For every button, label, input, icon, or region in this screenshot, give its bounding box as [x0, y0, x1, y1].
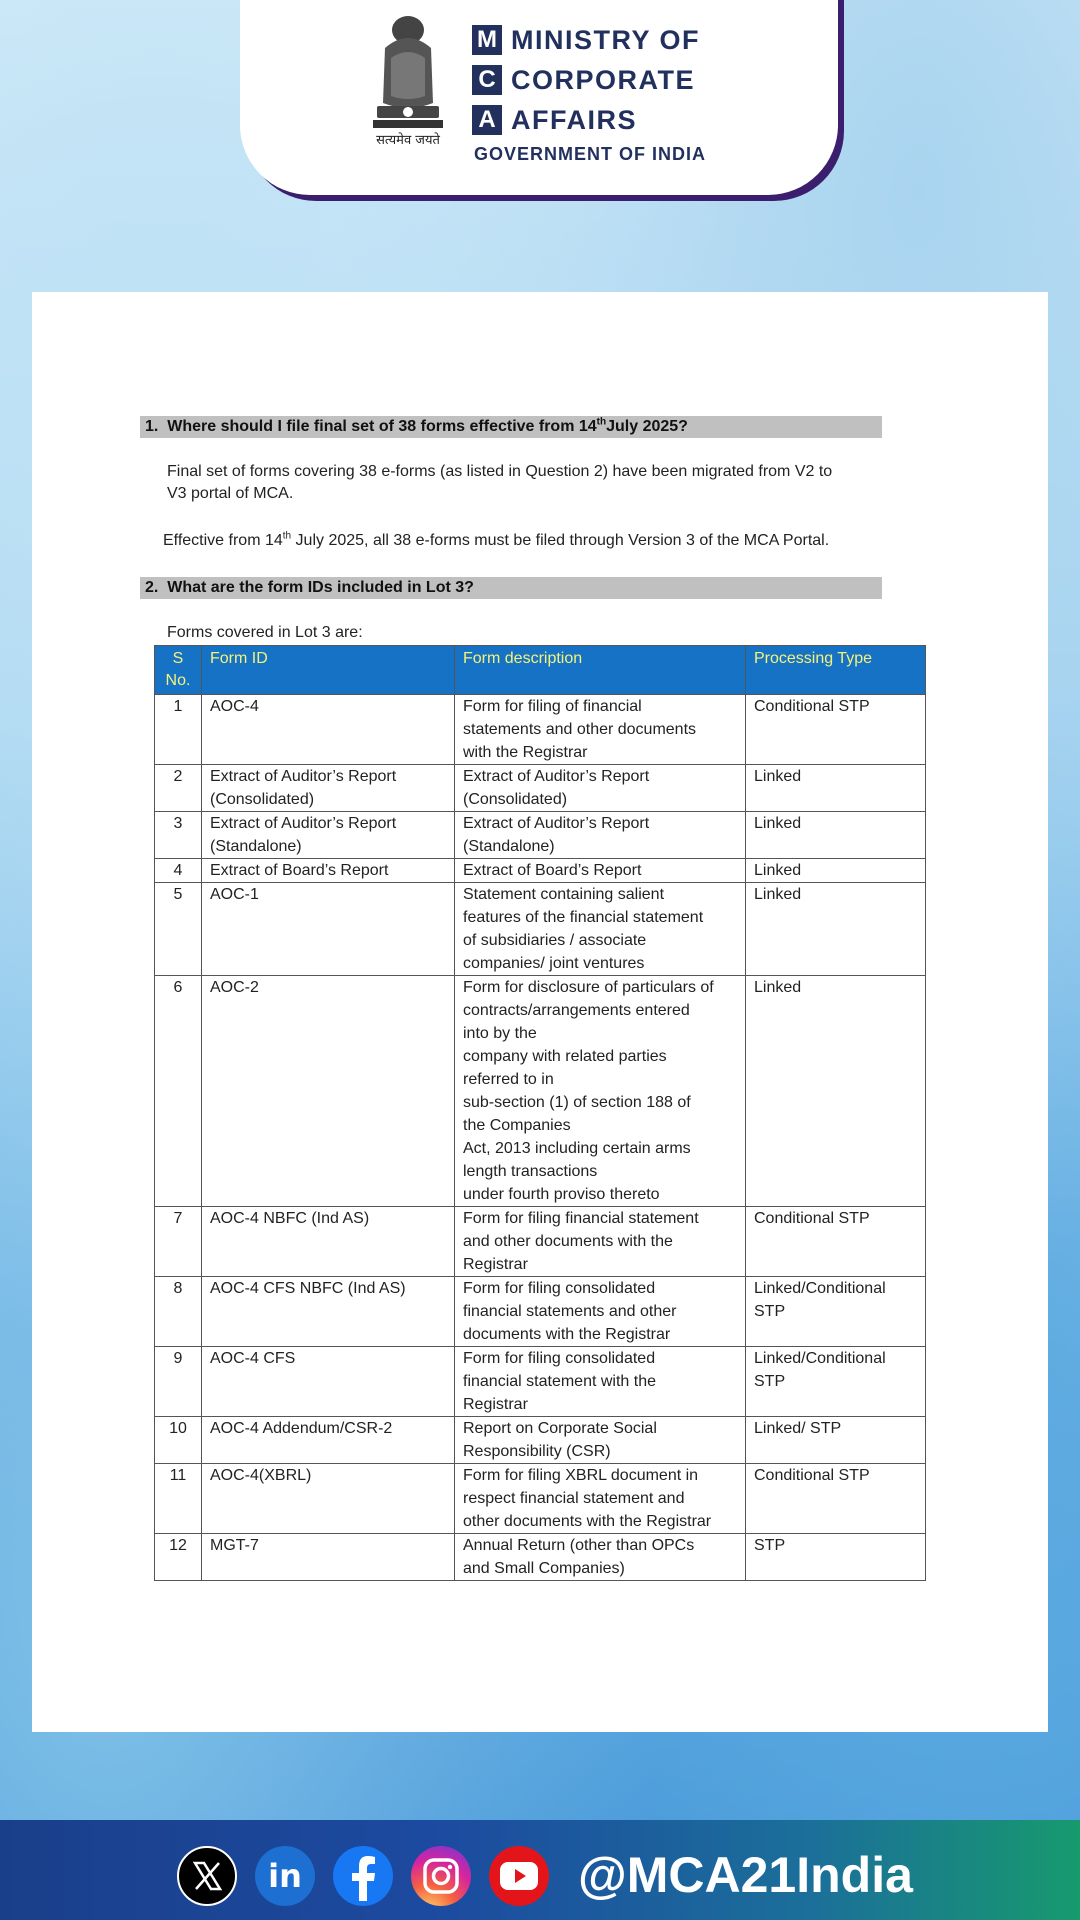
cell-form-id-line: AOC-4 CFS NBFC (Ind AS): [210, 1280, 406, 1297]
cell-form-description-line: Extract of Board’s Report: [463, 862, 642, 879]
cell-form-id: [202, 1534, 455, 1581]
table-row: [155, 1534, 926, 1581]
social-footer: [0, 1820, 1080, 1920]
cell-form-id-line: AOC-1: [210, 886, 259, 903]
cell-sno: 5: [155, 883, 202, 976]
cell-form-id: [202, 883, 455, 976]
cell-sno: 10: [155, 1417, 202, 1464]
cell-form-description: [455, 976, 746, 1207]
cell-sno: 3: [155, 812, 202, 859]
answer-1-p2-end: July 2025, all 38 e-forms must be filed through Version 3 of the MCA Portal.: [291, 532, 830, 549]
forms-table: [154, 645, 926, 1581]
cell-form-id: [202, 976, 455, 1207]
table-row: [155, 765, 926, 812]
cell-form-description-line: (Consolidated): [463, 791, 568, 808]
cell-form-description: [455, 812, 746, 859]
cell-form-description-line: Extract of Auditor’s Report: [463, 815, 650, 832]
ministry-wordmark: [472, 20, 706, 165]
cell-processing-type: [746, 883, 926, 976]
cell-form-id: [202, 1277, 455, 1347]
cell-processing-type: [746, 1207, 926, 1277]
cell-form-id: [202, 1207, 455, 1277]
linkedin-icon[interactable]: in: [255, 1846, 315, 1906]
cell-form-description-line: Responsibility (CSR): [463, 1443, 611, 1460]
cell-form-id-line: Extract of Auditor’s Report: [210, 768, 397, 785]
brand-word-1: MINISTRY OF: [511, 24, 701, 55]
cell-form-description-line: and Small Companies): [463, 1560, 625, 1577]
cell-processing-type: [746, 1464, 926, 1534]
cell-processing-type: [746, 1534, 926, 1581]
answer-1-paragraph-1: [167, 461, 927, 505]
cell-form-description-line: of subsidiaries / associate: [463, 932, 647, 949]
cell-processing-type: [746, 695, 926, 765]
cell-processing-type-line: STP: [754, 1373, 786, 1390]
cell-form-description: [455, 765, 746, 812]
question-1-heading: [140, 416, 882, 438]
cell-form-description-line: Form for disclosure of particulars of: [463, 979, 714, 996]
cell-form-id: [202, 695, 455, 765]
cell-form-description-line: Form for filing consolidated: [463, 1280, 656, 1297]
cell-form-description-line: under fourth proviso thereto: [463, 1186, 660, 1203]
government-of-india-label: GOVERNMENT OF INDIA: [474, 144, 707, 164]
brand-row-3: [472, 100, 706, 140]
cell-form-id: [202, 765, 455, 812]
cell-form-description-line: companies/ joint ventures: [463, 955, 645, 972]
question-2-number: 2.: [145, 579, 159, 596]
cell-form-id: [202, 859, 455, 883]
cell-form-description-line: financial statement with the: [463, 1373, 656, 1390]
cell-form-description-line: other documents with the Registrar: [463, 1513, 712, 1530]
question-2-heading: [140, 577, 882, 599]
table-row: [155, 1417, 926, 1464]
cell-processing-type-line: STP: [754, 1303, 786, 1320]
cell-form-description: [455, 695, 746, 765]
cell-form-description: [455, 1534, 746, 1581]
cell-form-description-line: (Standalone): [463, 838, 555, 855]
cell-form-description: [455, 1277, 746, 1347]
table-row: [155, 1347, 926, 1417]
answer-1-line-2: V3 portal of MCA.: [167, 485, 294, 502]
cell-form-id-line: MGT-7: [210, 1537, 259, 1554]
cell-form-description-line: sub-section (1) of section 188 of: [463, 1094, 691, 1111]
ministry-logo-card: [240, 0, 838, 195]
cell-form-description: [455, 1207, 746, 1277]
cell-form-description-line: Registrar: [463, 1256, 528, 1273]
cell-processing-type: [746, 976, 926, 1207]
cell-processing-type-line: STP: [754, 1537, 786, 1554]
table-row: [155, 1277, 926, 1347]
cell-processing-type: [746, 1417, 926, 1464]
question-1-number: 1.: [145, 418, 159, 435]
header-sno-line-1: S: [172, 650, 184, 667]
header-sno: [155, 646, 202, 695]
table-row: [155, 976, 926, 1207]
question-1-text-end: July 2025?: [606, 418, 688, 435]
table-row: [155, 1207, 926, 1277]
cell-processing-type-line: Linked: [754, 862, 802, 879]
cell-sno: 4: [155, 859, 202, 883]
cell-form-description-line: Statement containing salient: [463, 886, 665, 903]
facebook-icon[interactable]: [333, 1846, 393, 1906]
cell-processing-type-line: Linked: [754, 886, 802, 903]
cell-form-description-line: Report on Corporate Social: [463, 1420, 657, 1437]
brand-word-2: CORPORATE: [511, 64, 696, 95]
cell-form-id: [202, 1417, 455, 1464]
cell-form-description-line: the Companies: [463, 1117, 571, 1134]
brand-letter-c: C: [472, 65, 502, 95]
cell-form-description-line: Form for filing consolidated: [463, 1350, 656, 1367]
cell-form-description: [455, 883, 746, 976]
cell-sno: 2: [155, 765, 202, 812]
question-2-text: What are the form IDs included in Lot 3?: [167, 579, 474, 596]
cell-form-description-line: documents with the Registrar: [463, 1326, 671, 1343]
cell-form-description-line: and other documents with the: [463, 1233, 673, 1250]
cell-processing-type: [746, 1347, 926, 1417]
header-processing-type: Processing Type: [746, 646, 926, 695]
cell-form-description-line: Annual Return (other than OPCs: [463, 1537, 695, 1554]
cell-form-description-line: Act, 2013 including certain arms: [463, 1140, 691, 1157]
cell-processing-type-line: Linked/Conditional: [754, 1280, 886, 1297]
emblem-motto: सत्यमेव जयते: [376, 133, 440, 148]
table-row: [155, 695, 926, 765]
instagram-icon[interactable]: [411, 1846, 471, 1906]
question-1-text: Where should I file final set of 38 forms effective from 14: [167, 418, 597, 435]
answer-1-line-1: Final set of forms covering 38 e-forms (as listed in Question 2) have been migrated from V2 to: [167, 463, 833, 480]
cell-form-description-line: contracts/arrangements entered: [463, 1002, 690, 1019]
cell-form-id-line: AOC-4 CFS: [210, 1350, 296, 1367]
forms-table-body: [155, 695, 926, 1581]
cell-form-id-line: AOC-4(XBRL): [210, 1467, 312, 1484]
cell-processing-type-line: Conditional STP: [754, 698, 870, 715]
cell-form-id: [202, 1347, 455, 1417]
x-icon[interactable]: [177, 1846, 237, 1906]
answer-1-p2-start: Effective from 14: [163, 532, 283, 549]
cell-processing-type: [746, 1277, 926, 1347]
cell-form-id-line: (Standalone): [210, 838, 302, 855]
cell-form-id-line: (Consolidated): [210, 791, 315, 808]
cell-sno: 9: [155, 1347, 202, 1417]
cell-form-description-line: Registrar: [463, 1396, 528, 1413]
table-header-row: [155, 646, 926, 695]
answer-1-paragraph-2: [163, 530, 933, 552]
cell-form-description-line: respect financial statement and: [463, 1490, 685, 1507]
cell-processing-type-line: Linked/Conditional: [754, 1350, 886, 1367]
cell-processing-type-line: Linked: [754, 979, 802, 996]
cell-form-description-line: statements and other documents: [463, 721, 697, 738]
brand-word-3: AFFAIRS: [511, 104, 638, 135]
question-1-sup: th: [596, 416, 607, 428]
cell-sno: 12: [155, 1534, 202, 1581]
cell-form-description-line: financial statements and other: [463, 1303, 677, 1320]
cell-form-id: [202, 812, 455, 859]
cell-form-id-line: AOC-4: [210, 698, 259, 715]
cell-form-description: [455, 1347, 746, 1417]
header-form-id: Form ID: [202, 646, 455, 695]
brand-row-1: [472, 20, 706, 60]
lot-3-intro: Forms covered in Lot 3 are:: [167, 624, 363, 641]
brand-row-2: [472, 60, 706, 100]
header-form-description: Form description: [455, 646, 746, 695]
cell-form-id-line: AOC-2: [210, 979, 259, 996]
social-handle[interactable]: @MCA21India: [578, 1847, 913, 1903]
cell-form-id: [202, 1464, 455, 1534]
answer-1-p2-sup: th: [282, 530, 292, 542]
header-sno-line-2: No.: [165, 672, 191, 689]
cell-sno: 6: [155, 976, 202, 1207]
cell-processing-type-line: Linked: [754, 768, 802, 785]
cell-form-id-line: AOC-4 Addendum/CSR-2: [210, 1420, 393, 1437]
cell-processing-type: [746, 765, 926, 812]
cell-form-description: [455, 1417, 746, 1464]
cell-form-description-line: company with related parties: [463, 1048, 667, 1065]
table-row: [155, 883, 926, 976]
cell-form-description: [455, 1464, 746, 1534]
youtube-icon[interactable]: [489, 1846, 549, 1906]
cell-form-description-line: with the Registrar: [463, 744, 588, 761]
cell-form-description-line: Form for filing financial statement: [463, 1210, 699, 1227]
brand-letter-a: A: [472, 105, 502, 135]
cell-sno: 1: [155, 695, 202, 765]
cell-form-description-line: Form for filing XBRL document in: [463, 1467, 699, 1484]
cell-form-description-line: Extract of Auditor’s Report: [463, 768, 650, 785]
cell-sno: 8: [155, 1277, 202, 1347]
table-row: [155, 812, 926, 859]
cell-sno: 11: [155, 1464, 202, 1534]
cell-form-description-line: length transactions: [463, 1163, 598, 1180]
cell-processing-type-line: Linked: [754, 815, 802, 832]
cell-form-description-line: referred to in: [463, 1071, 554, 1088]
cell-form-id-line: Extract of Auditor’s Report: [210, 815, 397, 832]
table-row: [155, 859, 926, 883]
cell-form-id-line: Extract of Board’s Report: [210, 862, 389, 879]
cell-form-description: [455, 859, 746, 883]
cell-form-description-line: features of the financial statement: [463, 909, 704, 926]
cell-form-description-line: Form for filing of financial: [463, 698, 642, 715]
cell-sno: 7: [155, 1207, 202, 1277]
cell-processing-type: [746, 812, 926, 859]
cell-form-id-line: AOC-4 NBFC (Ind AS): [210, 1210, 370, 1227]
cell-processing-type-line: Conditional STP: [754, 1467, 870, 1484]
cell-processing-type-line: Conditional STP: [754, 1210, 870, 1227]
table-row: [155, 1464, 926, 1534]
faq-document: [32, 292, 1048, 1732]
brand-letter-m: M: [472, 25, 502, 55]
cell-processing-type: [746, 859, 926, 883]
cell-form-description-line: into by the: [463, 1025, 537, 1042]
cell-processing-type-line: Linked/ STP: [754, 1420, 842, 1437]
